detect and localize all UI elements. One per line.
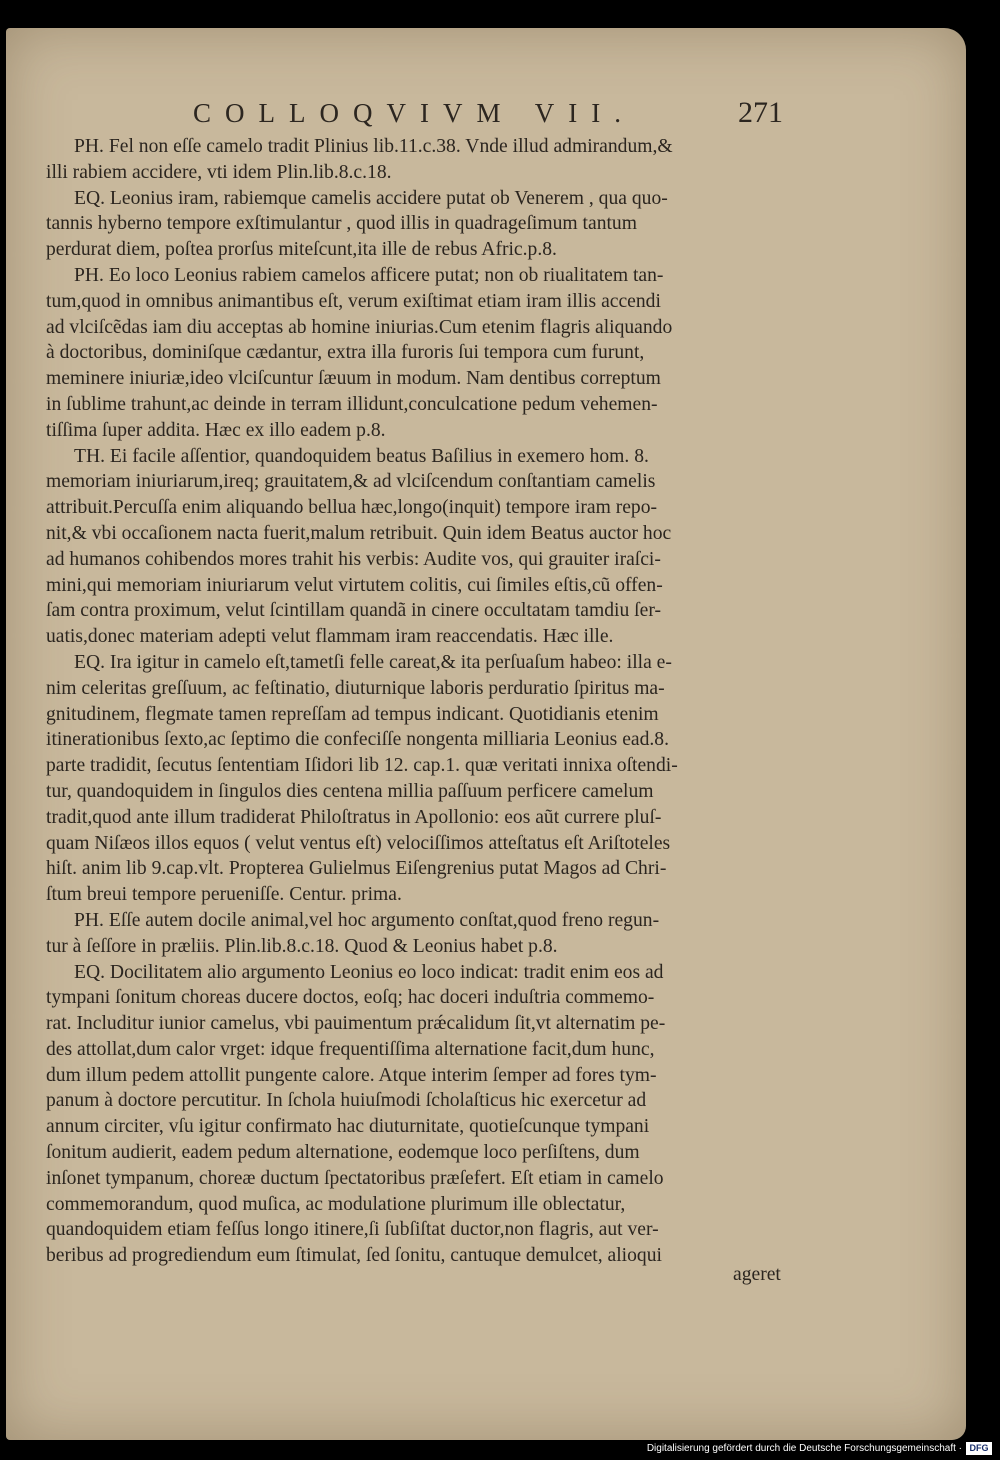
text-line: tum,quod in omnibus animantibus eſt, verum exiſtimat etiam iram illis accendi [46, 290, 661, 312]
text-line: dum illum pedem attollit pungente calore. Atque interim ſemper ad fores tym- [46, 1064, 657, 1086]
text-line: tur à ſeſſore in præliis. Plin.lib.8.c.18. Quod & Leonius habet p.8. [46, 935, 558, 957]
text-line: attribuit.Percuſſa enim aliquando bellua hæc,longo(inquit) tempore iram repo- [46, 497, 658, 519]
text-line: perdurat diem, poſtea prorſus miteſcunt,ita ille de rebus Afric.p.8. [46, 239, 557, 261]
text-line: meminere iniuriæ,ideo vlciſcuntur ſæuum in modum. Nam dentibus correptum [46, 368, 661, 390]
text-line: PH. Eſſe autem docile animal,vel hoc argumento conſtat,quod freno regun- [74, 909, 660, 931]
text-line: PH. Eo loco Leonius rabiem camelos afficere putat; non ob riualitatem tan- [74, 264, 664, 286]
text-line: ad humanos cohibendos mores trahit his verbis: Audite vos, qui grauiter iraſci- [46, 548, 661, 570]
text-line: tradit,quod ante illum tradiderat Philoſtratus in Apollonio: eos aũt currere pluſ- [46, 806, 662, 828]
text-line: hiſt. anim lib 9.cap.vlt. Propterea Gulielmus Eiſengrenius putat Magos ad Chri- [46, 858, 667, 880]
text-line: ſam contra proximum, velut ſcintillam quandã in cinere occultatam tamdiu ſer- [46, 600, 661, 622]
text-line: PH. Fel non eſſe camelo tradit Plinius lib.11.c.38. Vnde illud admirandum,& [74, 136, 673, 157]
text-line: annum circiter, vſu igitur confirmato hac diuturnitate, quotieſcunque tympani [46, 1116, 650, 1138]
text-line: tannis hyberno tempore exſtimulantur , quod illis in quadrageſimum tantum [46, 213, 637, 235]
text-line: nim celeritas greſſuum, ac feſtinatio, diuturnique laboris perduratio ſpiritus ma- [46, 677, 665, 699]
page-number: 271 [738, 96, 783, 129]
text-line: EQ. Leonius iram, rabiemque camelis accidere putat ob Venerem , qua quo- [74, 187, 668, 209]
text-line: memoriam iniuriarum,ireq; grauitatem,& ad vlciſcendum conſtantiam camelis [46, 471, 656, 493]
text-line: itinerationibus ſexto,ac ſeptimo die confeciſſe nongenta milliaria Leonius ead.8. [46, 729, 669, 751]
text-line: in ſublime trahunt,ac deinde in terram illidunt,conculcatione pedum vehemen- [46, 393, 658, 415]
text-line: ad vlciſcẽdas iam diu acceptas ab homine iniurias.Cum etenim flagris aliquando [46, 316, 673, 338]
text-line: à doctoribus, dominiſque cædantur, extra illa furoris ſui tempora cum furunt, [46, 342, 645, 364]
text-line: EQ. Docilitatem alio argumento Leonius eo loco indicat: tradit enim eos ad [74, 961, 664, 983]
text-line: panum à doctore percutitur. In ſchola huiuſmodi ſcholaſticus hic exercetur ad [46, 1090, 647, 1112]
text-line: beribus ad progrediendum eum ſtimulat, ſed ſonitu, cantuque demulcet, alioqui [46, 1245, 662, 1267]
text-line: mini,qui memoriam iniuriarum velut virtutem colitis, cui ſimiles eſtis,cũ offen- [46, 574, 663, 596]
text-line: ſtum breui tempore perueniſſe. Centur. prima. [46, 884, 402, 906]
text-line: tur, quandoquidem in ſingulos dies centena millia paſſuum perficere camelum [46, 780, 654, 802]
catchword: ageret [733, 1264, 781, 1285]
text-line: parte tradidit, ſecutus ſententiam Iſidori lib 12. cap.1. quæ veritati innixa oſtendi- [46, 755, 678, 777]
text-line: tympani ſonitum choreas ducere doctos, eoſq; hac doceri induſtria commemo- [46, 987, 655, 1009]
text-line: ſonitum audierit, eadem pedum alternatione, eodemque loco perſiſtens, dum [46, 1142, 640, 1164]
text-line: quandoquidem etiam feſſus longo itinere,ſi ſubſiſtat ductor,non flagris, aut ver- [46, 1219, 659, 1241]
text-line: illi rabiem accidere, vti idem Plin.lib.8.c.18. [46, 161, 392, 183]
text-line: TH. Ei facile aſſentior, quandoquidem beatus Baſilius in exemero hom. 8. [74, 445, 649, 467]
text-line: rat. Includitur iunior camelus, vbi pauimentum prǽcalidum ſit,vt alternatim pe- [46, 1013, 666, 1035]
digitization-credit: Digitalisierung gefördert durch die Deutsche Forschungsgemeinschaft · [646, 1443, 962, 1454]
text-line: uatis,donec materiam adepti velut flammam iram reaccendatis. Hæc ille. [46, 626, 614, 648]
text-line: tiſſima ſuper addita. Hæc ex illo eadem p.8. [46, 419, 386, 441]
dfg-logo: DFG [966, 1442, 992, 1455]
text-line: gnitudinem, flegmate tamen repreſſam ad tempus indicant. Quotidianis etenim [46, 703, 659, 725]
text-line: des attollat,dum calor vrget: idque frequentiſſima alternatione facit,dum hunc, [46, 1038, 655, 1060]
text-line: quam Niſæos illos equos ( velut ventus eſt) velociſſimos atteſtatus eſt Ariſtoteles [46, 832, 671, 854]
text-line: EQ. Ira igitur in camelo eſt,tametſi felle careat,& ita perſuaſum habeo: illa e- [74, 651, 672, 673]
text-line: inſonet tympanum, choreæ ductum ſpectatoribus præſefert. Eſt etiam in camelo [46, 1167, 664, 1189]
text-line: nit,& vbi occaſionem nacta fuerit,malum retribuit. Quin idem Beatus auctor hoc [46, 522, 672, 544]
body-text [46, 134, 806, 1269]
text-line: commemorandum, quod muſica, ac modulatione plurimum ille oblectatur, [46, 1193, 626, 1215]
running-head: COLLOQVIVM VII. [193, 98, 635, 128]
